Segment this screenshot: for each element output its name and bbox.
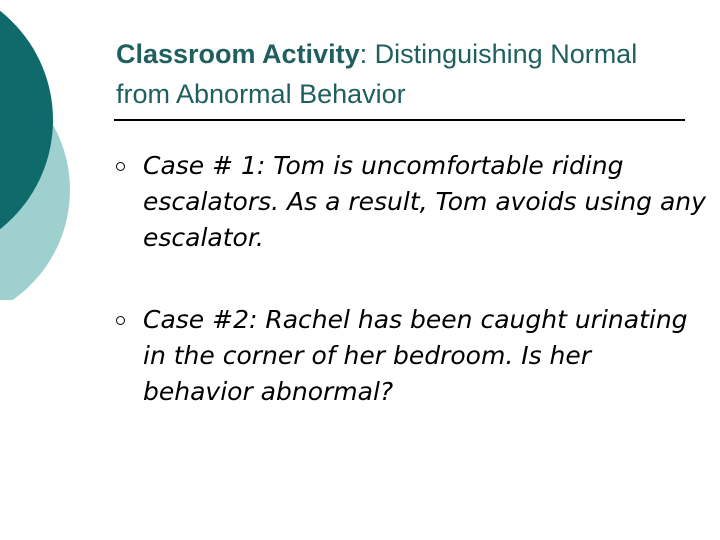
title-rest-part: : Distinguishing Normal from Abnormal Behavior	[116, 39, 638, 109]
title-bold-part: Classroom Activity	[116, 39, 360, 69]
bullet-case-1	[116, 148, 706, 256]
decorative-circles	[0, 0, 100, 300]
title-divider	[114, 119, 685, 121]
hollow-circle-bullet-icon	[116, 316, 125, 325]
dark-teal-circle	[0, 0, 53, 259]
hollow-circle-bullet-icon	[116, 162, 125, 171]
bullet-case-2	[116, 302, 706, 410]
bullet-list	[116, 148, 706, 456]
slide-title	[116, 34, 696, 114]
light-teal-circle	[0, 56, 70, 300]
bullet-case-2-text: Case #2: Rachel has been caught urinating in the corner of her bedroom. Is her behavior abnormal?	[143, 305, 688, 406]
bullet-case-1-text: Case # 1: Tom is uncomfortable riding escalators. As a result, Tom avoids using any escalator.	[143, 151, 706, 252]
